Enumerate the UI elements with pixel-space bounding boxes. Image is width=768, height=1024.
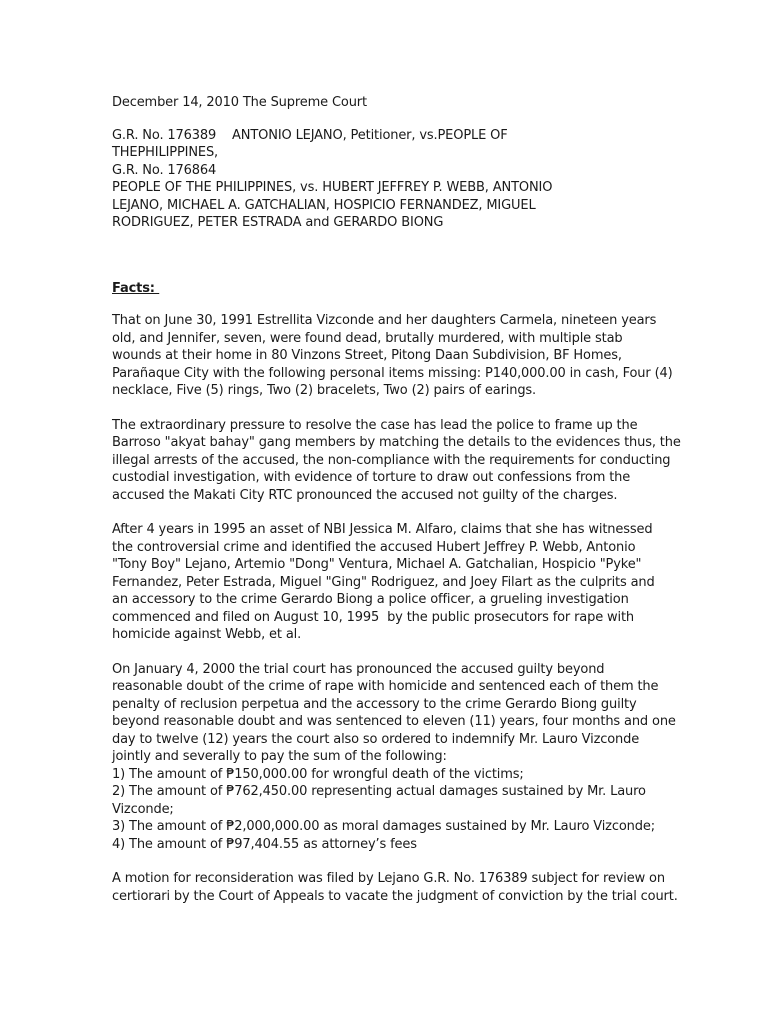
damages-item: 4) The amount of ₱97,404.55 as attorney’s fees [112, 836, 417, 852]
paragraph-line: accused the Makati City RTC pronounced the accused not guilty of the charges. [112, 487, 618, 503]
paragraph-line: homicide against Webb, et al. [112, 627, 302, 642]
paragraph-line: On January 4, 2000 the trial court has pronounced the accused guilty beyond [112, 661, 605, 677]
paragraph-line: "Tony Boy" Lejano, Artemio "Dong" Ventura, Michael A. Gatchalian, Hospicio "Pyke" [112, 557, 642, 572]
paragraph-line: Parañaque City with the following personal items missing: P140,000.00 in cash, Four (4) [112, 365, 673, 381]
paragraph-line: A motion for reconsideration was filed by Lejano G.R. No. 176389 subject for review on [112, 871, 665, 886]
document-title: December 14, 2010 The Supreme Court [112, 95, 367, 110]
paragraph-incident [112, 312, 673, 400]
paragraph-line: illegal arrests of the accused, the non-compliance with the requirements for conducting [112, 452, 671, 468]
caption-line: G.R. No. 176864 [112, 162, 217, 178]
paragraph-motion [112, 870, 678, 905]
paragraph-line: custodial investigation, with evidence of torture to draw out confessions from the [112, 470, 631, 485]
paragraph-line: an accessory to the crime Gerardo Biong a police officer, a grueling investigation [112, 592, 629, 607]
caption-line: PEOPLE OF THE PHILIPPINES, vs. HUBERT JEFFREY P. WEBB, ANTONIO [112, 180, 553, 195]
paragraph-witness [112, 521, 664, 644]
paragraph-line: certiorari by the Court of Appeals to vacate the judgment of conviction by the trial court. [112, 888, 678, 904]
paragraph-line: The extraordinary pressure to resolve the case has lead the police to frame up the [112, 417, 638, 433]
paragraph-line: wounds at their home in 80 Vinzons Street, Pitong Daan Subdivision, BF Homes, [112, 348, 622, 363]
paragraph-line: reasonable doubt of the crime of rape with homicide and sentenced each of them the [112, 679, 659, 694]
damages-item: 1) The amount of ₱150,000.00 for wrongful death of the victims; [112, 766, 524, 782]
damages-item: 2) The amount of ₱762,450.00 representing actual damages sustained by Mr. Lauro [112, 784, 646, 799]
caption-line: THEPHILIPPINES, [112, 145, 219, 160]
paragraph-line: necklace, Five (5) rings, Two (2) bracelets, Two (2) pairs of earings. [112, 383, 537, 398]
caption-line: LEJANO, MICHAEL A. GATCHALIAN, HOSPICIO FERNANDEZ, MIGUEL [112, 197, 536, 213]
paragraph-line: day to twelve (12) years the court also so ordered to indemnify Mr. Lauro Vizconde [112, 731, 640, 747]
paragraph-line: Barroso "akyat bahay" gang members by matching the details to the evidences thus, the [112, 435, 681, 450]
paragraph-line: Fernandez, Peter Estrada, Miguel "Ging" Rodriguez, and Joey Filart as the culprits and [112, 574, 655, 590]
paragraph-line: commenced and filed on August 10, 1995 by the public prosecutors for rape with [112, 609, 635, 625]
damages-item: Vizconde; [112, 801, 174, 817]
caption-line: G.R. No. 176389 ANTONIO LEJANO, Petitioner, vs.PEOPLE OF [112, 127, 508, 143]
paragraph-line: the controversial crime and identified the accused Hubert Jeffrey P. Webb, Antonio [112, 539, 636, 555]
caption-line: RODRIGUEZ, PETER ESTRADA and GERARDO BIONG [112, 215, 444, 230]
paragraph-line: That on June 30, 1991 Estrellita Vizconde and her daughters Carmela, nineteen years [112, 313, 657, 328]
facts-heading: Facts: [112, 280, 160, 296]
paragraph-line: penalty of reclusion perpetua and the accessory to the crime Gerardo Biong guilty [112, 696, 637, 712]
paragraph-line: jointly and severally to pay the sum of the following: [112, 749, 447, 764]
paragraph-pressure [112, 417, 681, 505]
paragraph-line: old, and Jennifer, seven, were found dead, brutally murdered, with multiple stab [112, 330, 623, 346]
paragraph-line: beyond reasonable doubt and was sentenced to eleven (11) years, four months and one [112, 714, 676, 729]
damages-item: 3) The amount of ₱2,000,000.00 as moral damages sustained by Mr. Lauro Vizconde; [112, 819, 655, 834]
document-content [112, 94, 681, 922]
paragraph-judgment [112, 661, 676, 854]
facts-heading-row [112, 280, 664, 313]
case-caption [112, 127, 664, 232]
paragraph-line: After 4 years in 1995 an asset of NBI Jessica M. Alfaro, claims that she has witnessed [112, 522, 653, 537]
